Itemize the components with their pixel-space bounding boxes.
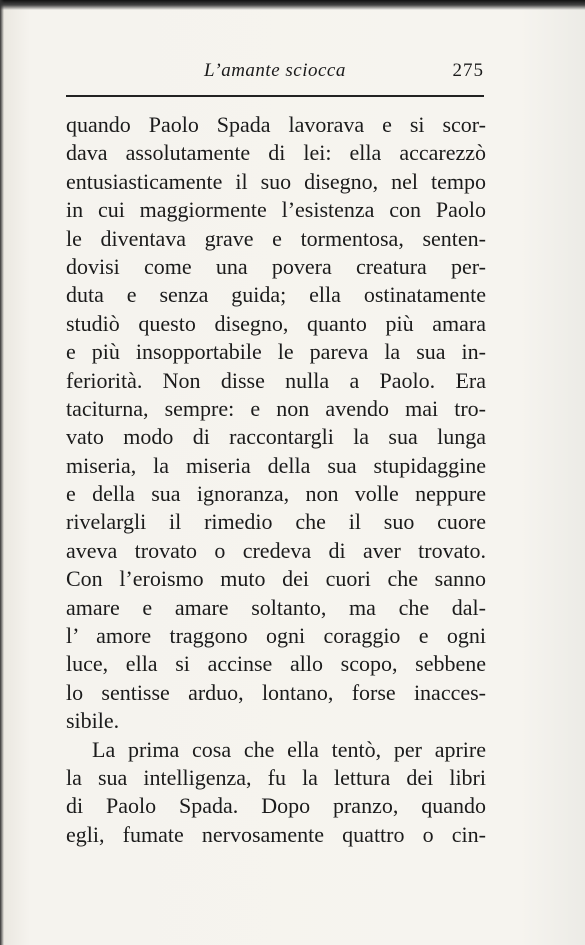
- page-header: [66, 60, 484, 88]
- text-line: studiò questo disegno, quanto più amara: [66, 310, 486, 336]
- text-line: vato modo di raccontargli la sua lunga: [66, 424, 486, 450]
- text-line: in cui maggiormente l’esistenza con Paolo: [66, 197, 486, 223]
- text-line: quando Paolo Spada lavorava e si scor-: [66, 112, 486, 137]
- text-line: e della sua ignoranza, non volle neppure: [66, 481, 486, 507]
- text-line: taciturna, sempre: e non avendo mai tro-: [66, 395, 486, 421]
- text-line: miseria, la miseria della sua stupidaggine: [66, 452, 486, 478]
- text-line: feriorità. Non disse nulla a Paolo. Era: [66, 367, 486, 393]
- text-line: amare e amare soltanto, ma che dal-: [66, 594, 486, 620]
- text-line: la sua intelligenza, fu la lettura dei libri: [66, 764, 486, 790]
- text-line: La prima cosa che ella tentò, per aprire: [92, 736, 486, 762]
- scan-left-edge: [0, 0, 4, 945]
- text-line: le diventava grave e tormentosa, senten-: [66, 225, 486, 251]
- text-line: luce, ella si accinse allo scopo, sebbene: [66, 651, 486, 677]
- header-rule: [66, 95, 484, 97]
- text-line: sibile.: [66, 708, 120, 734]
- text-line: di Paolo Spada. Dopo pranzo, quando: [66, 793, 486, 819]
- scan-top-edge: [0, 0, 585, 10]
- text-line: rivelargli il rimedio che il suo cuore: [66, 509, 486, 535]
- text-line: duta e senza guida; ella ostinatamente: [66, 282, 486, 308]
- text-line: lo sentisse arduo, lontano, forse inacces-: [66, 679, 486, 705]
- text-line: l’ amore traggono ogni coraggio e ogni: [66, 623, 486, 649]
- text-line: egli, fumate nervosamente quattro o cin-: [66, 821, 486, 847]
- text-line: aveva trovato o credeva di aver trovato.: [66, 537, 486, 563]
- text-line: dava assolutamente di lei: ella accarezzò: [66, 140, 486, 166]
- text-line: e più insopportabile le pareva la sua in-: [66, 339, 486, 365]
- body-text: [66, 111, 486, 849]
- text-line: entusiasticamente il suo disegno, nel tempo: [66, 168, 486, 194]
- text-line: dovisi come una povera creatura per-: [66, 253, 486, 279]
- page-number: 275: [452, 60, 484, 81]
- text-line: Con l’eroismo muto dei cuori che sanno: [66, 566, 486, 592]
- running-title: L’amante sciocca: [204, 60, 346, 81]
